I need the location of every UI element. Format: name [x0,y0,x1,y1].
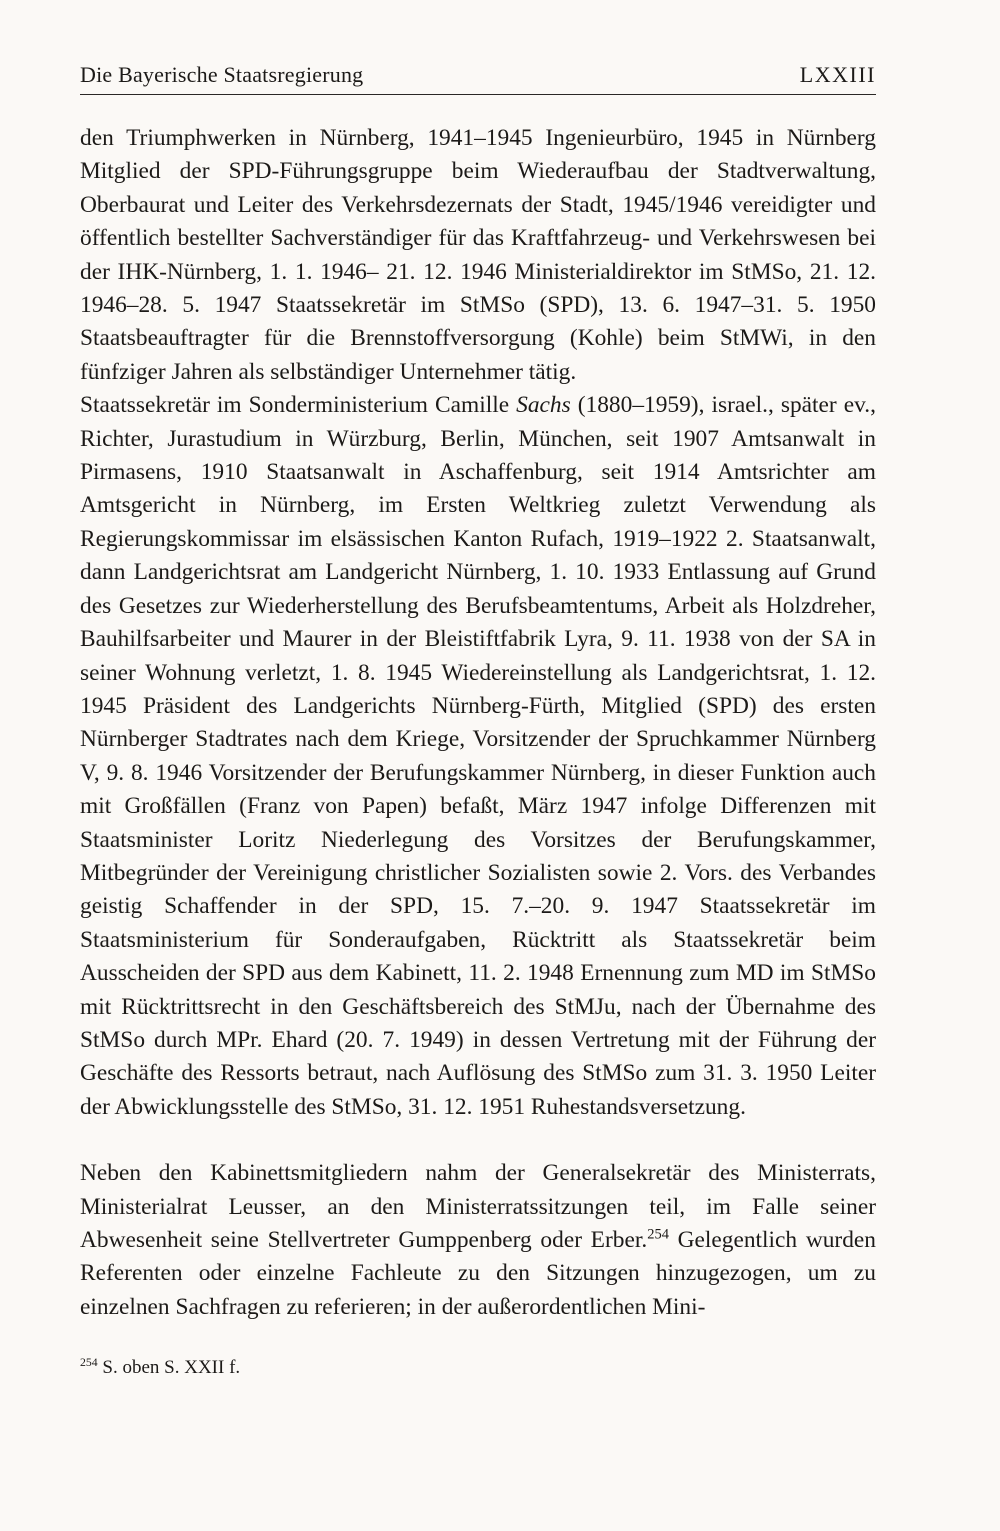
sachs-intro-text: Staatssekretär im Sonderministerium Camille [80,392,517,419]
paragraph-biography-sachs [80,389,876,1124]
footnote-reference[interactable]: 254 [647,1226,669,1243]
generalsekretaer-text-continued: Gelegentlich wurden Referenten oder einzelne Fachleute zu den Sitzungen hinzugezogen, um zu einzelnen Sachfragen zu referieren; in der außerordentlichen Mini- [80,1227,876,1320]
page-number: LXXIII [799,62,876,87]
main-text [80,122,876,1324]
generalsekretaer-text: Neben den Kabinettsmitgliedern nahm der Generalsekretär des Ministerrats, Ministerialrat Leusser, an den Ministerratssitzungen teil, im Falle seiner Abwesenheit seine Stellvertreter Gumppenberg oder Erber. [80,1160,876,1253]
person-name-sachs: Sachs [516,392,571,419]
footnote [80,1355,876,1381]
sachs-biography-text: (1880–1959), israel., später ev., Richter, Jurastudium in Würzburg, Berlin, München, seit 1907 Amtsanwalt in Pirmasens, 1910 Staatsanwalt in Aschaffenburg, seit 1914 Amtsrichter am Amtsgericht in Nürnberg, im Ersten Weltkrieg zuletzt Verwendung als Regierungskommissar im elsässischen Kanton Rufach, 1919–1922 2. Staatsanwalt, dann Landgerichtsrat am Landgericht Nürnberg, 1. 10. 1933 Entlassung auf Grund des Gesetzes zur Wiederherstellung des Berufsbeamtentums, Arbeit als Holzdreher, Bauhilfsarbeiter und Maurer in der Bleistiftfabrik Lyra, 9. 11. 1938 von der SA in seiner Wohnung verletzt, 1. 8. 1945 Wiedereinstellung als Landgerichtsrat, 1. 12. 1945 Präsident des Landgerichts Nürnberg-Fürth, Mitglied (SPD) des ersten Nürnberger Stadtrates nach dem Kriege, Vorsitzender der Spruchkammer Nürnberg V, 9. 8. 1946 Vorsitzender der Berufungskammer Nürnberg, in dieser Funktion auch mit Großfällen (Franz von Papen) befaßt, März 1947 infolge Differenzen mit Staatsminister Loritz Niederlegung des Vorsitzes der Berufungskammer, Mitbegründer der Vereinigung christlicher Sozialisten sowie 2. Vors. des Verbandes geistig Schaffender in der SPD, 15. 7.–20. 9. 1947 Staatssekretär im Staatsministerium für Sonderaufgaben, Rücktritt als Staatssekretär beim Ausscheiden der SPD aus dem Kabinett, 11. 2. 1948 Ernennung zum MD im StMSo mit Rücktrittsrecht in den Geschäftsbereich des StMJu, nach der Übernahme des StMSo durch MPr. Ehard (20. 7. 1949) in dessen Vertretung mit der Führung der Geschäfte des Ressorts betraut, nach Auflösung des StMSo zum 31. 3. 1950 Leiter der Abwicklungsstelle des StMSo, 31. 12. 1951 Ruhestandsversetzung. [80,392,876,1120]
running-head [80,62,876,95]
footnote-text: S. oben S. XXII f. [97,1357,241,1378]
paragraph-biography-continued: den Triumphwerken in Nürnberg, 1941–1945 Ingenieurbüro, 1945 in Nürnberg Mitglied der SPD-Führungsgruppe beim Wiederaufbau der Stadtverwaltung, Oberbaurat und Leiter des Verkehrsdezernats der Stadt, 1945/1946 vereidigter und öffentlich bestellter Sachverständiger für das Kraftfahrzeug- und Verkehrswesen bei der IHK-Nürnberg, 1. 1. 1946– 21. 12. 1946 Ministerialdirektor im StMSo, 21. 12. 1946–28. 5. 1947 Staatssekretär im StMSo (SPD), 13. 6. 1947–31. 5. 1950 Staatsbeauftragter für die Brennstoffversorgung (Kohle) beim StMWi, in den fünfziger Jahren als selbständiger Unternehmer tätig. [80,125,876,385]
running-head-title: Die Bayerische Staatsregierung [80,62,364,87]
paragraph-generalsekretaer [80,1157,876,1324]
footnote-number: 254 [80,1355,98,1369]
